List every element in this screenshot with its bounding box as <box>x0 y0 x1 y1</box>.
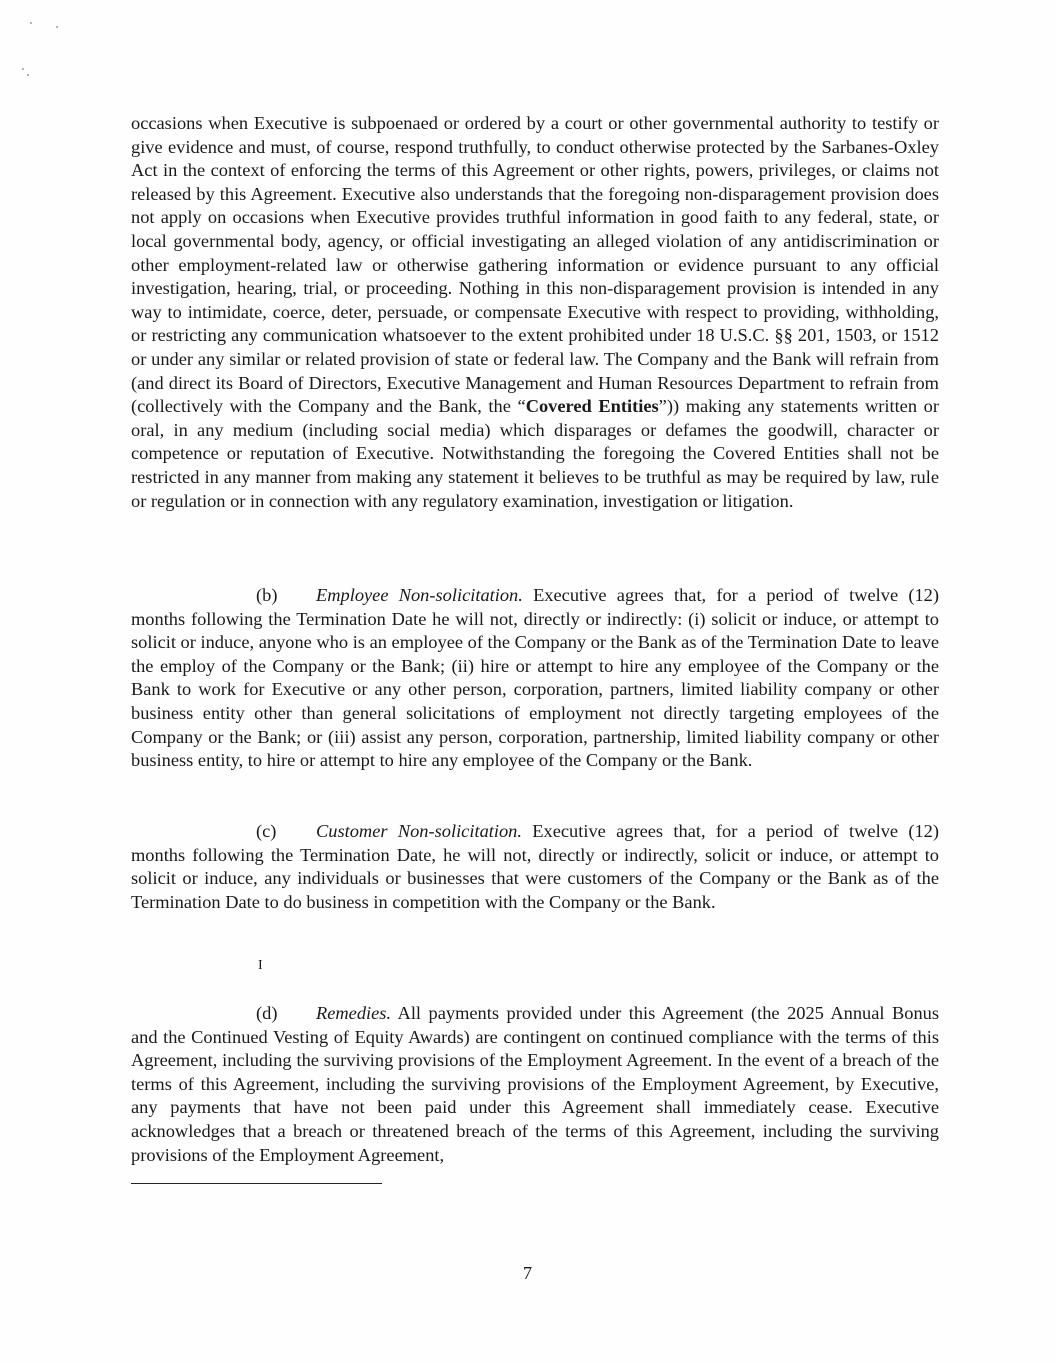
section-c-customer-non-solicitation <box>131 820 939 914</box>
defined-term-covered-entities: Covered Entities <box>525 396 659 417</box>
stray-mark: I <box>258 958 263 973</box>
section-label: (c) <box>256 821 277 841</box>
footnote-separator-rule <box>131 1183 382 1184</box>
section-body: All payments provided under this Agreement (the 2025 Annual Bonus and the Continued Vesting of Equity Awards) are contingent on continued compliance with the terms of this Agreement, including the surviving provisions of the Employment Agreement. In the event of a breach of the terms of this Agreement, including the surviving provisions of the Employment Agreement, by Executive, any payments that have not been paid under this Agreement shall immediately cease. Executive acknowledges that a breach or threatened breach of the terms of this Agreement, including the surviving provisions of the Employment Agreement, <box>131 1003 939 1165</box>
section-heading: Customer Non-solicitation. <box>316 821 522 841</box>
section-label: (b) <box>256 585 278 605</box>
section-body: Executive agrees that, for a period of twelve (12) months following the Termination Date he will not, directly or indirectly: (i) solicit or induce, or attempt to solicit or induce, anyone who is an employee of the Company or the Bank as of the Termination Date to leave the employ of the Company or the Bank; (ii) hire or attempt to hire any employee of the Company or the Bank to work for Executive or any other person, corporation, partners, limited liability company or other business entity other than general solicitations of employment not directly targeting employees of the Company or the Bank; or (iii) assist any person, corporation, partnership, limited liability company or other business entity, to hire or attempt to hire any employee of the Company or the Bank. <box>131 585 939 771</box>
section-heading: Remedies. <box>316 1003 392 1023</box>
paragraph-non-disparagement <box>131 112 939 513</box>
paragraph-text: occasions when Executive is subpoenaed or ordered by a court or other governmental authority to testify or give evidence and must, of course, respond truthfully, to conduct otherwise protected by the Sarbanes-Oxley Act in the context of enforcing the terms of this Agreement or other rights, powers, privileges, or claims not released by this Agreement. Executive also understands that the foregoing non-disparagement provision does not apply on occasions when Executive provides truthful information in good faith to any federal, state, or local governmental body, agency, or official investigating an alleged violation of any antidiscrimination or other employment-related law or otherwise gathering information or evidence pursuant to any official investigation, hearing, trial, or proceeding. Nothing in this non-disparagement provision is intended in any way to intimidate, coerce, deter, persuade, or compensate Executive with respect to providing, withholding, or restricting any communication whatsoever to the extent prohibited under 18 U.S.C. §§ 201, 1503, or 1512 or under any similar or related provision of state or federal law. The Company and the Bank will refrain from (and direct its Board of Directors, Executive Management and Human Resources Department to refrain from (collectively with the Company and the Bank, the “ <box>131 113 939 417</box>
scan-speck <box>22 68 24 70</box>
section-body: Executive agrees that, for a period of twelve (12) months following the Termination Date, he will not, directly or indirectly, solicit or induce, or attempt to solicit or induce, any individuals or businesses that were customers of the Company or the Bank as of the Termination Date to do business in competition with the Company or the Bank. <box>131 821 939 912</box>
section-b-employee-non-solicitation <box>131 584 939 773</box>
section-label: (d) <box>256 1003 278 1023</box>
scan-speck <box>56 26 58 28</box>
section-d-remedies <box>131 1002 939 1167</box>
scan-speck <box>27 74 29 76</box>
paragraph-text: ”)) making any statements written or oral, in any medium (including social media) which disparages or defames the goodwill, character or competence or reputation of Executive. Notwithstanding the foregoing the Covered Entities shall not be restricted in any manner from making any statement it believes to be truthful as may be required by law, rule or regulation or in connection with any regulatory examination, investigation or litigation. <box>131 396 939 511</box>
section-heading: Employee Non-solicitation. <box>316 585 523 605</box>
page-number: 7 <box>522 1263 533 1283</box>
scan-speck <box>30 22 32 24</box>
